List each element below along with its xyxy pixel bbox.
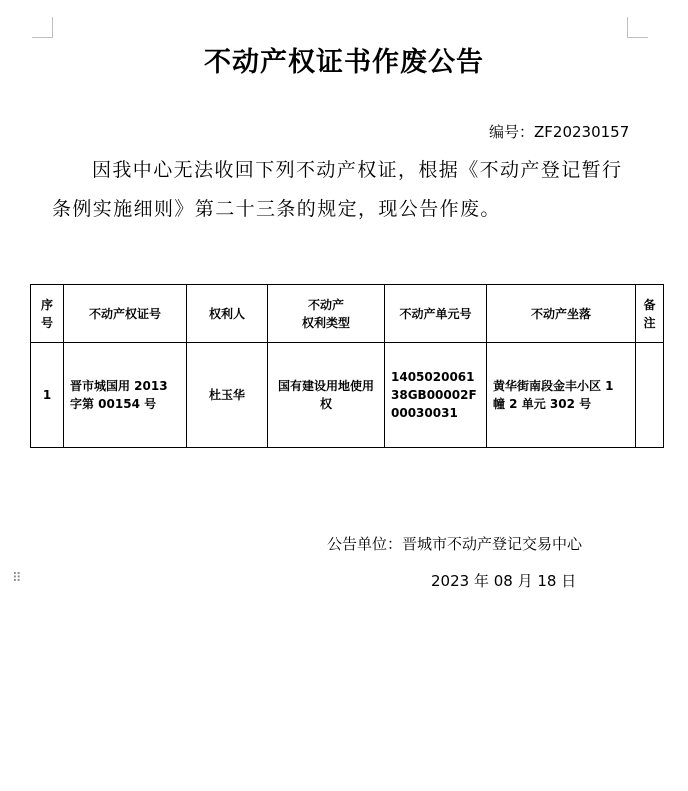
cell-right-type: 国有建设用地使用权 bbox=[268, 343, 385, 448]
cancelled-certificates-table bbox=[30, 284, 664, 448]
header-location: 不动产坐落 bbox=[487, 285, 636, 343]
header-holder: 权利人 bbox=[187, 285, 268, 343]
header-right-type bbox=[268, 285, 385, 343]
cell-unit-no: 140502006138GB00002F00030031 bbox=[385, 343, 487, 448]
header-seq bbox=[31, 285, 64, 343]
cell-remark bbox=[636, 343, 664, 448]
table-header-row bbox=[31, 285, 664, 343]
header-seq-line2: 号 bbox=[40, 315, 53, 330]
cell-holder: 杜玉华 bbox=[187, 343, 268, 448]
header-seq-line1: 序 bbox=[40, 297, 53, 312]
cell-location: 黄华街南段金丰小区 1 幢 2 单元 302 号 bbox=[487, 343, 636, 448]
publish-date: 2023 年 08 月 18 日 bbox=[431, 572, 577, 590]
page-corner-mark-top-right bbox=[627, 17, 648, 38]
cell-seq: 1 bbox=[31, 343, 64, 448]
header-right-type-line2: 权利类型 bbox=[301, 315, 350, 330]
header-unit-no: 不动产单元号 bbox=[385, 285, 487, 343]
publisher-line: 公告单位：晋城市不动产登记交易中心 bbox=[327, 535, 583, 553]
header-right-type-line1: 不动产 bbox=[307, 297, 344, 312]
table-row bbox=[31, 343, 664, 448]
drag-handle-icon[interactable]: ⠿ bbox=[12, 571, 21, 586]
cell-cert-no: 晋市城国用 2013 字第 00154 号 bbox=[64, 343, 187, 448]
document-body-paragraph: 因我中心无法收回下列不动产权证，根据《不动产登记暂行条例实施细则》第二十三条的规定，现公告作废。 bbox=[52, 159, 623, 220]
header-cert-no: 不动产权证号 bbox=[64, 285, 187, 343]
document-title: 不动产权证书作废公告 bbox=[204, 47, 484, 78]
header-remark bbox=[636, 285, 664, 343]
document-number: 编号：ZF20230157 bbox=[489, 123, 630, 141]
header-remark-line1: 备 bbox=[643, 297, 656, 312]
header-remark-line2: 注 bbox=[643, 315, 656, 330]
page-corner-mark-top-left bbox=[32, 17, 53, 38]
